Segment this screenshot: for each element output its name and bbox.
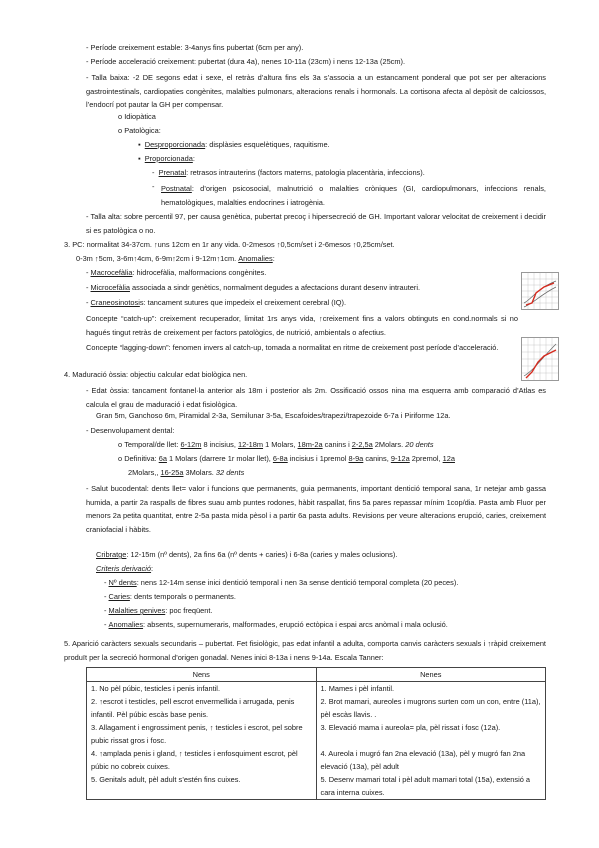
list-item-desproporcionada xyxy=(138,140,330,149)
bullet-acceleracio: - Període acceleració creixement: pubertat (dura 4a), nenes 10-11a (23cm) i nens 12-13a (25cm). xyxy=(86,57,406,66)
cribratge-label: Cribratge xyxy=(96,550,127,559)
table-row xyxy=(87,695,546,721)
genives-label: Malalties genives xyxy=(108,606,166,615)
table-row xyxy=(87,721,546,747)
definitiva-label: Definitiva: xyxy=(124,454,159,463)
bullet-talla-baixa: - Talla baixa: -2 DE segons edat i sexe, el retràs d’altura fins els 3a s’associa a un estancament ponderal que pot ser per alteracions gastrointestinals, cardiopaties congènites, malalties pulmonars, alteracions renals i hormonals. La cortisona afecta al depòsit de calciossos, l’endocrí pot pautar la GH per compensar. xyxy=(86,73,546,109)
n-dents-text: : nens 12-14m sense inici dentició temporal i nen 3a sense dentició temporal completa (20 peces). xyxy=(136,578,459,587)
premol2-text: 2premol, xyxy=(409,454,443,463)
criteris-derivacio xyxy=(96,564,153,573)
genives-text: : poc freqüent. xyxy=(165,606,213,615)
cribratge-text: : 12-15m (nº dents), 2a fins 6a (nº dents + caries) i 6-8a (caries y males oclusions). xyxy=(126,550,398,559)
edat-ossia: - Edat òssia: tancament fontanel·la anterior als 18m i posterior als 2m. Ossificació ossos nina ma esquerra amb comparació d’Atlas es calcula el grau de maduració i edat fisiològica. xyxy=(86,386,546,409)
table-row xyxy=(87,682,546,696)
square-bullet: ▪ xyxy=(138,154,141,163)
postnatal-label: Postnatal xyxy=(161,184,192,193)
table-cell: 4. ↑amplada penis i gland, ↑ testicles i enfosquiment escrot, pèl púbic no cobreix cuixes. xyxy=(87,747,317,773)
table-header-row xyxy=(87,668,546,682)
desproporcionada-label: Desproporcionada xyxy=(144,140,206,149)
molars2-def-text: 2Molars,, xyxy=(128,468,161,477)
section-4-maduracio: 4. Maduració òssia: objectiu calcular edat biològica nen. xyxy=(64,370,248,379)
total-32-dents: 32 dents xyxy=(215,468,245,477)
table-row xyxy=(87,773,546,800)
dash-bullet: - xyxy=(86,298,89,307)
table-cell: 2. Brot mamari, aureoles i mugrons surten com un con, entre (11a), pèl escàs llavis. . xyxy=(316,695,546,721)
cribratge xyxy=(96,550,397,559)
prenatal-text: : retrasos intrauterins (factors materns, patologia placentària, infeccions). xyxy=(186,168,425,177)
dents-definitives-cont xyxy=(128,468,244,477)
list-item-idiopatica xyxy=(118,112,156,121)
section-3-pc: 3. PC: normalitat 34-37cm. ↑uns 12cm en 1r any vida. 0-2mesos ↑0,5cm/set i 2-6mesos ↑0,25cm/set. xyxy=(64,240,395,249)
microcefalia-text: associada a sindr genètics, normalment degudes a afectacions durant desenv intrauteri. xyxy=(129,283,421,292)
salut-bucodental: - Salut bucodental: dents llet= valor i funcions que permanents, guia permanents, important dentició temporal sana, 1r netejar amb gassa humida, a partir 2a raspalls de fibres suau amb puntes rodones, hàbit raspallat, fins 5a pares repassar mínim 1cop/dia. Pasta amb Fluor per menors 2a petita quantitat, entre 2-5a pasta mida pèsol i a partir 6a pasta adults. Revisions per veure alteracions erupció, caries, creixement craniofacial i hàbits. xyxy=(86,484,546,534)
dash-bullet: - xyxy=(86,283,89,292)
list-item-proporcionada xyxy=(138,154,195,163)
age-6-12m: 6-12m xyxy=(180,440,202,449)
postnatal-text: : d’origen psicosocial, malnutrició o malalties cròniques (GI, cardiopulmonars, infeccions renals, hematològiques, malalties endocrines i iatrogènia. xyxy=(161,184,546,207)
item-microcefalia xyxy=(86,283,420,292)
dash-bullet: - xyxy=(104,606,107,615)
age-2-25a: 2-2,5a xyxy=(351,440,373,449)
age-16-25a: 16-25a xyxy=(160,468,184,477)
dash-bullet-postnatal: - xyxy=(152,182,155,191)
table-cell: 1. No pèl púbic, testicles i penis infantil. xyxy=(87,682,317,696)
table-cell: 4. Aureola i mugró fan 2na elevació (13a), pèl y mugró fan 2na elevació (13a), pèl adult xyxy=(316,747,546,773)
patologica-text: Patològica: xyxy=(124,126,161,135)
dash-bullet: - xyxy=(86,268,89,277)
column-header-nenes: Nenes xyxy=(316,668,546,682)
incisius-text: 8 incisius, xyxy=(201,440,238,449)
lagging-down-concept: Concepte “lagging-down”: fenomen invers al catch-up, tomada a normalitat en ritme de creixement post període d’acceleració. xyxy=(86,343,499,352)
catch-up-growth-chart-image xyxy=(521,272,559,310)
bullet-creixement-estable: - Període creixement estable: 3-4anys fins pubertat (6cm per any). xyxy=(86,43,304,52)
total-20-dents: 20 dents xyxy=(405,440,434,449)
molars3-text: 3Molars. xyxy=(183,468,216,477)
n-dents-label: Nº dents xyxy=(108,578,137,587)
list-item-prenatal xyxy=(152,168,425,177)
dash-bullet: - xyxy=(104,592,107,601)
macrocefalia-label: Macrocefàlia xyxy=(90,268,133,277)
circle-bullet: o xyxy=(118,440,123,449)
criteri-malalties-genives xyxy=(104,606,212,615)
circle-bullet: o xyxy=(118,454,123,463)
section-5-pubertat: 5. Aparició caràcters sexuals secundaris – pubertat. Fet fisiològic, pas edat infantil a adulta, comporta canvis caràcters sexuals i ↑ràpid creixement produït per la secreció hormonal d’origen gonadal. Nenes inici 8-13a i nens 9-14a. Escala Tanner: xyxy=(64,639,546,662)
criteri-caries xyxy=(104,592,236,601)
pc-growth-text: 0-3m ↑5cm, 3-6m↑4cm, 6-9m↑2cm i 9-12m↑1cm. xyxy=(76,254,237,263)
molars-text: 1 Molars, xyxy=(263,440,298,449)
desproporcionada-text: : displàsies esquelètiques, raquitisme. xyxy=(205,140,330,149)
dents-definitives xyxy=(118,454,455,463)
item-macrocefalia xyxy=(86,268,266,277)
table-cell: 5. Genitals adult, pèl adult s’estén fins cuixes. xyxy=(87,773,317,800)
dash-bullet: - xyxy=(152,168,155,177)
lagging-down-curve xyxy=(526,350,556,378)
table-cell: 2. ↑escrot i testicles, pell escrot envermellida i arrugada, penis infantil. Pèl púbic escàs base penis. xyxy=(87,695,317,721)
circle-bullet: o xyxy=(118,112,123,121)
criteri-anomalies xyxy=(104,620,448,629)
list-item-patologica xyxy=(118,126,161,135)
item-craneosinotosi xyxy=(86,298,346,307)
criteris-label: Criteris derivació xyxy=(96,564,152,573)
table-cell: 1. Mames i pèl infantil. xyxy=(316,682,546,696)
caries-label: Caries xyxy=(108,592,130,601)
craneosinotosi-text: s: tancament sutures que impedeix el creixement cerebral (IQ). xyxy=(139,298,347,307)
age-6a: 6a xyxy=(158,454,167,463)
table-cell: 5. Desenv mamari total i pèl adult mamari total (15a), extensió a cara interna cuixes. xyxy=(316,773,546,800)
column-header-nens: Nens xyxy=(87,668,317,682)
age-18m-2a: 18m-2a xyxy=(297,440,323,449)
table-cell: 3. Elevació mama i aureola= pla, pèl rissat i fosc (12a). xyxy=(316,721,546,747)
canins-text: canins i xyxy=(322,440,352,449)
dents-temporals xyxy=(118,440,434,449)
table-row xyxy=(87,747,546,773)
table-cell: 3. Allagament i engrossiment penis, ↑ testicles i escrot, pel sobre pubic rissat gros i fosc. xyxy=(87,721,317,747)
circle-bullet: o xyxy=(118,126,123,135)
anomalies-label: Anomalies xyxy=(238,254,273,263)
dash-bullet: - xyxy=(104,578,107,587)
age-9-12a: 9-12a xyxy=(390,454,410,463)
catch-up-concept: Concepte “catch-up”: creixement recuperador, limitat 1rs anys vida, ↑creixement fins a valors obtinguts en cond.normals si no hagués tingut retràs de creixement per factors patològics, de nutrició, ambientals o afectius. xyxy=(86,314,518,337)
list-item-postnatal xyxy=(161,182,546,209)
craneosinotosi-label: Craneosinotosi xyxy=(90,298,140,307)
square-bullet: ▪ xyxy=(138,140,141,149)
temporal-label: Temporal/de llet: xyxy=(124,440,181,449)
age-12a: 12a xyxy=(442,454,455,463)
macrocefalia-text: : hidrocefàlia, malformacions congènites. xyxy=(132,268,267,277)
anomalies-dents-text: : absents, supernumeraris, malformades, erupció ectòpica i espai arcs anòmal i mala oclusió. xyxy=(143,620,448,629)
proporcionada-label: Proporcionada xyxy=(144,154,193,163)
colon: : xyxy=(192,154,195,163)
anomalies-dents-label: Anomalies xyxy=(108,620,144,629)
microcefalia-label: Microcefàlia xyxy=(90,283,130,292)
age-8-9a: 8-9a xyxy=(348,454,364,463)
incisius-premol-text: incisius i 1premol xyxy=(287,454,349,463)
prenatal-label: Prenatal xyxy=(158,168,187,177)
canins-def-text: canins, xyxy=(363,454,391,463)
idiopatica-text: Idiopàtica xyxy=(124,112,156,121)
colon: : xyxy=(151,564,154,573)
tanner-scale-table xyxy=(86,667,546,800)
molars1-text: 1 Molars (darrere 1r molar llet), xyxy=(166,454,273,463)
age-12-18m: 12-18m xyxy=(237,440,264,449)
carpal-bones: Gran 5m, Ganchoso 6m, Piramidal 2-3a, Semilunar 3-5a, Escafoides/trapezi/trapezoide 6-7a i Piriforme 12a. xyxy=(96,411,451,420)
bullet-talla-alta: - Talla alta: sobre percentil 97, per causa genètica, pubertat precoç i hipersecreció de GH. Important valorar velocitat de creixement i decidir si es patològica o no. xyxy=(86,212,546,235)
desenvolupament-dental: - Desenvolupament dental: xyxy=(86,426,175,435)
molars2-text: 2Molars. xyxy=(372,440,406,449)
caries-text: : dents temporals o permanents. xyxy=(129,592,236,601)
dash-bullet: - xyxy=(104,620,107,629)
colon: : xyxy=(272,254,275,263)
pc-growth-line xyxy=(76,254,275,263)
lagging-down-growth-chart-image xyxy=(521,337,559,381)
age-6-8a: 6-8a xyxy=(272,454,288,463)
criteri-n-dents xyxy=(104,578,458,587)
